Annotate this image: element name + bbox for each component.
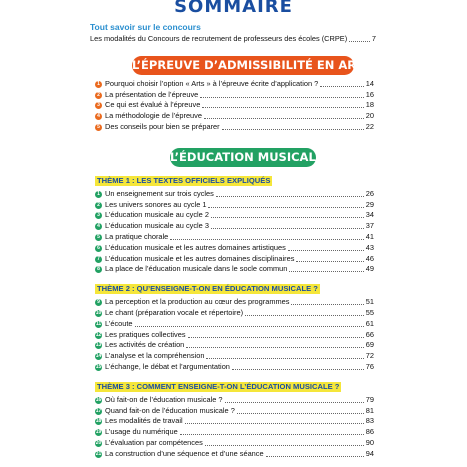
toc-entry[interactable]: [95, 296, 374, 307]
entry-number-badge: 6: [95, 245, 102, 252]
entry-label: Un enseignement sur trois cycles: [105, 188, 214, 198]
toc-entry[interactable]: [95, 318, 374, 329]
dot-leader: [296, 261, 363, 262]
dot-leader: [349, 41, 370, 42]
entry-page: 76: [365, 361, 374, 371]
entry-page: 46: [365, 253, 374, 263]
toc-entry[interactable]: [95, 220, 374, 231]
toc-entry[interactable]: [95, 121, 374, 132]
entry-page: 51: [365, 297, 374, 307]
entry-label: L’analyse et la compréhension: [105, 351, 205, 361]
entry-label: Les activités de création: [105, 340, 185, 350]
entry-number-badge: 7: [95, 256, 102, 263]
dot-leader: [237, 413, 364, 414]
theme-block: [95, 376, 374, 459]
entry-number-badge: 14: [95, 353, 102, 360]
entry-label: L’écoute: [105, 318, 133, 328]
toc-entry[interactable]: [95, 405, 374, 416]
entry-page: 37: [365, 221, 374, 231]
entry-number-badge: 18: [95, 418, 102, 425]
entry-page: 69: [365, 340, 374, 350]
dot-leader: [185, 423, 364, 424]
entry-label: L’usage du numérique: [105, 427, 178, 437]
dot-leader: [232, 369, 364, 370]
entry-page: 26: [365, 188, 374, 198]
music-section-banner: L’ÉDUCATION MUSICALE: [170, 148, 316, 167]
entry-label: Ce qui est évalué à l’épreuve: [105, 100, 201, 110]
entry-number-badge: 4: [95, 113, 102, 120]
entry-number-badge: 9: [95, 299, 102, 306]
intro-heading: Tout savoir sur le concours: [90, 22, 201, 32]
entry-number-badge: 16: [95, 396, 102, 403]
toc-entry[interactable]: [95, 210, 374, 221]
toc-entry[interactable]: [95, 188, 374, 199]
entry-page: 72: [365, 351, 374, 361]
entry-page: 43: [365, 242, 374, 252]
theme-block: [95, 278, 374, 372]
entry-label: Pourquoi choisir l’option « Arts » à l’épreuve écrite d’application ?: [105, 78, 319, 88]
entry-number-badge: 8: [95, 266, 102, 273]
entry-label: La perception et la production au cœur des programmes: [105, 297, 290, 307]
entry-page: 90: [365, 437, 374, 447]
toc-entry[interactable]: [95, 426, 374, 437]
dot-leader: [266, 456, 364, 457]
toc-entry[interactable]: [95, 448, 374, 459]
toc-entry[interactable]: [95, 416, 374, 427]
entry-label: L’échange, le débat et l’argumentation: [105, 361, 230, 371]
music-toc-list: [95, 170, 374, 463]
arts-section-banner: L’ÉPREUVE D’ADMISSIBILITÉ EN ARTS: [132, 56, 354, 75]
entry-label: Où fait-on de l’éducation musicale ?: [105, 394, 223, 404]
entry-number-badge: 11: [95, 320, 102, 327]
toc-entry[interactable]: [95, 110, 374, 121]
toc-entry[interactable]: [95, 264, 374, 275]
dot-leader: [289, 271, 363, 272]
dot-leader: [206, 358, 363, 359]
entry-label: L’éducation musicale et les autres domaines artistiques: [105, 242, 286, 252]
entry-page: 66: [365, 329, 374, 339]
entry-label: La construction d’une séquence et d’une séance: [105, 448, 264, 458]
theme-heading: THÈME 2 : QU’ENSEIGNE-T-ON EN ÉDUCATION MUSICALE ?: [97, 284, 318, 294]
entry-number-badge: 3: [95, 212, 102, 219]
dot-leader: [211, 228, 364, 229]
dot-leader: [202, 107, 363, 108]
entry-number-badge: 2: [95, 202, 102, 209]
entry-number-badge: 19: [95, 429, 102, 436]
toc-entry[interactable]: [95, 78, 374, 89]
entry-page: 16: [365, 89, 374, 99]
entry-label: L’éducation musicale au cycle 2: [105, 210, 209, 220]
dot-leader: [170, 239, 363, 240]
toc-entry[interactable]: [95, 100, 374, 111]
toc-entry[interactable]: [95, 437, 374, 448]
entry-label: La place de l’éducation musicale dans le socle commun: [105, 264, 288, 274]
theme-block: [95, 170, 374, 274]
toc-entry[interactable]: [95, 231, 374, 242]
entry-page: 29: [365, 199, 374, 209]
entry-number-badge: 20: [95, 439, 102, 446]
entry-number-badge: 3: [95, 102, 102, 109]
entry-label: L’éducation musicale et les autres domaines disciplinaires: [105, 253, 295, 263]
entry-number-badge: 1: [95, 81, 102, 88]
toc-entry[interactable]: [95, 242, 374, 253]
entry-label: La pratique chorale: [105, 231, 169, 241]
entry-number-badge: 4: [95, 223, 102, 230]
dot-leader: [204, 118, 364, 119]
dot-leader: [186, 347, 363, 348]
dot-leader: [211, 217, 364, 218]
entry-page: 7: [371, 33, 376, 43]
toc-entry[interactable]: [95, 253, 374, 264]
entry-number-badge: 15: [95, 363, 102, 370]
dot-leader: [225, 402, 364, 403]
entry-number-badge: 2: [95, 92, 102, 99]
entry-page: 18: [365, 100, 374, 110]
entry-page: 34: [365, 210, 374, 220]
entry-page: 22: [365, 121, 374, 131]
entry-page: 14: [365, 78, 374, 88]
intro-block: [90, 22, 376, 44]
entry-page: 61: [365, 318, 374, 328]
toc-entry[interactable]: [95, 340, 374, 351]
toc-entry[interactable]: [95, 329, 374, 340]
dot-leader: [188, 337, 364, 338]
dot-leader: [205, 445, 364, 446]
entry-label: Les pratiques collectives: [105, 329, 186, 339]
entry-page: 20: [365, 111, 374, 121]
dot-leader: [208, 207, 363, 208]
entry-number-badge: 5: [95, 124, 102, 131]
entry-page: 55: [365, 307, 374, 317]
entry-label: La présentation de l’épreuve: [105, 89, 199, 99]
entry-label: Les modalités du Concours de recrutement de professeurs des écoles (CRPE): [90, 33, 348, 43]
theme-heading: THÈME 3 : COMMENT ENSEIGNE-T-ON L’ÉDUCATION MUSICALE ?: [97, 381, 340, 391]
entry-number-badge: 17: [95, 407, 102, 414]
entry-number-badge: 5: [95, 234, 102, 241]
dot-leader: [245, 315, 364, 316]
entry-page: 86: [365, 427, 374, 437]
dot-leader: [291, 304, 363, 305]
dot-leader: [222, 129, 364, 130]
dot-leader: [320, 86, 364, 87]
intro-entry[interactable]: [90, 33, 376, 44]
entry-label: Les univers sonores au cycle 1: [105, 199, 207, 209]
arts-toc-list: [95, 78, 374, 132]
entry-page: 81: [365, 405, 374, 415]
entry-number-badge: 12: [95, 331, 102, 338]
entry-label: La méthodologie de l’épreuve: [105, 111, 202, 121]
entry-label: Quand fait-on de l’éducation musicale ?: [105, 405, 235, 415]
entry-page: 49: [365, 264, 374, 274]
entry-page: 41: [365, 231, 374, 241]
dot-leader: [200, 97, 363, 98]
toc-entry[interactable]: [95, 361, 374, 372]
entry-number-badge: 21: [95, 450, 102, 457]
entry-page: 79: [365, 394, 374, 404]
entry-label: Le chant (préparation vocale et répertoire): [105, 307, 244, 317]
dot-leader: [216, 196, 364, 197]
entry-label: L’éducation musicale au cycle 3: [105, 221, 209, 231]
toc-entry[interactable]: [95, 350, 374, 361]
entry-label: Les modalités de travail: [105, 416, 183, 426]
entry-label: L’évaluation par compétences: [105, 437, 203, 447]
entry-page: 83: [365, 416, 374, 426]
entry-number-badge: 13: [95, 342, 102, 349]
theme-heading: THÈME 1 : LES TEXTES OFFICIELS EXPLIQUÉS: [97, 176, 271, 185]
page-title: SOMMAIRE: [174, 0, 293, 17]
entry-label: Des conseils pour bien se préparer: [105, 121, 220, 131]
dot-leader: [135, 326, 364, 327]
toc-entry[interactable]: [95, 307, 374, 318]
dot-leader: [180, 434, 364, 435]
dot-leader: [288, 250, 364, 251]
entry-number-badge: 10: [95, 309, 102, 316]
toc-entry[interactable]: [95, 199, 374, 210]
entry-page: 94: [365, 448, 374, 458]
entry-number-badge: 1: [95, 191, 102, 198]
toc-entry[interactable]: [95, 89, 374, 100]
toc-entry[interactable]: [95, 394, 374, 405]
